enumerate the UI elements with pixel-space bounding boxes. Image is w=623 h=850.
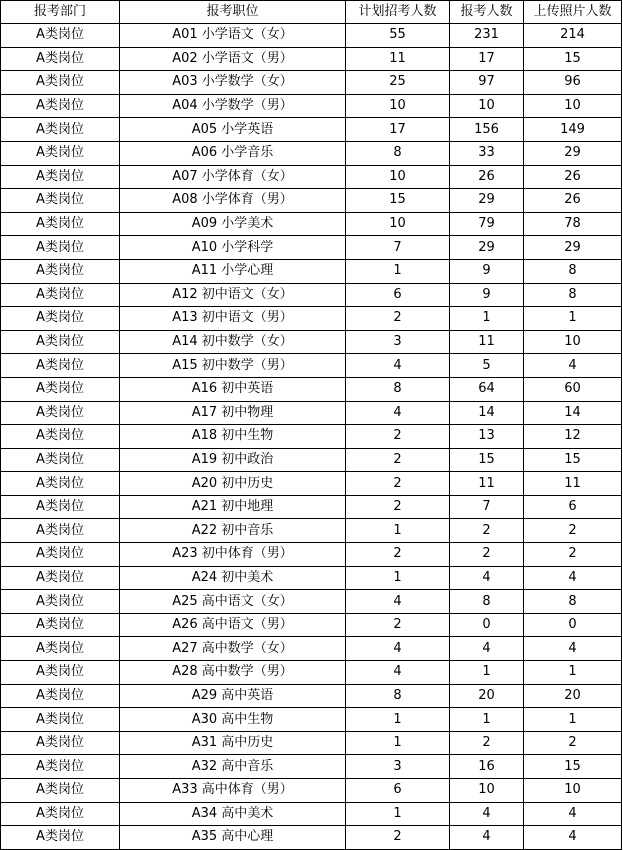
photo-count-cell: 1 [524,661,622,685]
applicant-count-cell: 4 [450,826,524,850]
applicant-count-cell: 33 [450,141,524,165]
applicant-count-cell: 29 [450,236,524,260]
planned-count-cell: 1 [346,708,450,732]
photo-count-cell: 4 [524,354,622,378]
header-position: 报考职位 [120,1,346,24]
table-row [1,519,622,543]
applicant-count-cell: 1 [450,708,524,732]
applicant-count-cell: 2 [450,543,524,567]
department-cell: A类岗位 [1,425,120,449]
department-cell: A类岗位 [1,566,120,590]
applicant-count-cell: 97 [450,71,524,95]
applicant-count-cell: 9 [450,259,524,283]
planned-count-cell: 2 [346,543,450,567]
table-row [1,566,622,590]
planned-count-cell: 4 [346,401,450,425]
applicant-count-cell: 11 [450,330,524,354]
department-cell: A类岗位 [1,613,120,637]
photo-count-cell: 10 [524,779,622,803]
position-cell: A15 初中数学（男） [120,354,346,378]
department-cell: A类岗位 [1,755,120,779]
photo-count-cell: 4 [524,802,622,826]
planned-count-cell: 2 [346,425,450,449]
department-cell: A类岗位 [1,401,120,425]
planned-count-cell: 3 [346,755,450,779]
photo-count-cell: 10 [524,330,622,354]
planned-count-cell: 4 [346,661,450,685]
department-cell: A类岗位 [1,212,120,236]
planned-count-cell: 8 [346,377,450,401]
applicant-count-cell: 7 [450,495,524,519]
planned-count-cell: 55 [346,24,450,48]
table-row [1,779,622,803]
table-row [1,802,622,826]
applicant-count-cell: 0 [450,613,524,637]
table-row [1,731,622,755]
table-row [1,826,622,850]
applicant-count-cell: 17 [450,47,524,71]
planned-count-cell: 6 [346,779,450,803]
photo-count-cell: 78 [524,212,622,236]
photo-count-cell: 8 [524,283,622,307]
position-cell: A12 初中语文（女） [120,283,346,307]
header-applicant-count: 报考人数 [450,1,524,24]
photo-count-cell: 10 [524,94,622,118]
department-cell: A类岗位 [1,330,120,354]
position-cell: A02 小学语文（男） [120,47,346,71]
table-row [1,661,622,685]
photo-count-cell: 2 [524,519,622,543]
department-cell: A类岗位 [1,684,120,708]
applicant-count-cell: 231 [450,24,524,48]
department-cell: A类岗位 [1,543,120,567]
table-row [1,118,622,142]
department-cell: A类岗位 [1,779,120,803]
header-row [1,1,622,24]
table-row [1,448,622,472]
planned-count-cell: 1 [346,519,450,543]
photo-count-cell: 12 [524,425,622,449]
photo-count-cell: 214 [524,24,622,48]
department-cell: A类岗位 [1,377,120,401]
position-cell: A33 高中体育（男） [120,779,346,803]
planned-count-cell: 2 [346,826,450,850]
table-row [1,47,622,71]
department-cell: A类岗位 [1,307,120,331]
table-row [1,354,622,378]
table-row [1,684,622,708]
table-row [1,377,622,401]
position-cell: A01 小学语文（女） [120,24,346,48]
photo-count-cell: 4 [524,826,622,850]
applicant-count-cell: 15 [450,448,524,472]
department-cell: A类岗位 [1,141,120,165]
planned-count-cell: 3 [346,330,450,354]
position-cell: A16 初中英语 [120,377,346,401]
applicant-count-cell: 13 [450,425,524,449]
header-photo-count: 上传照片人数 [524,1,622,24]
applicant-count-cell: 20 [450,684,524,708]
planned-count-cell: 2 [346,448,450,472]
position-cell: A30 高中生物 [120,708,346,732]
photo-count-cell: 26 [524,165,622,189]
applicant-count-cell: 156 [450,118,524,142]
photo-count-cell: 15 [524,755,622,779]
photo-count-cell: 20 [524,684,622,708]
position-cell: A14 初中数学（女） [120,330,346,354]
department-cell: A类岗位 [1,118,120,142]
position-cell: A31 高中历史 [120,731,346,755]
photo-count-cell: 1 [524,708,622,732]
department-cell: A类岗位 [1,259,120,283]
position-cell: A06 小学音乐 [120,141,346,165]
position-cell: A27 高中数学（女） [120,637,346,661]
position-cell: A20 初中历史 [120,472,346,496]
table-row [1,71,622,95]
header-planned-count: 计划招考人数 [346,1,450,24]
table-row [1,401,622,425]
department-cell: A类岗位 [1,354,120,378]
planned-count-cell: 1 [346,802,450,826]
photo-count-cell: 149 [524,118,622,142]
photo-count-cell: 96 [524,71,622,95]
position-cell: A34 高中美术 [120,802,346,826]
position-cell: A17 初中物理 [120,401,346,425]
table-row [1,236,622,260]
photo-count-cell: 4 [524,566,622,590]
applicant-count-cell: 10 [450,779,524,803]
applicant-count-cell: 8 [450,590,524,614]
planned-count-cell: 2 [346,307,450,331]
position-cell: A18 初中生物 [120,425,346,449]
applicant-count-cell: 79 [450,212,524,236]
planned-count-cell: 4 [346,637,450,661]
applicant-count-cell: 4 [450,566,524,590]
table-row [1,495,622,519]
applicant-count-cell: 26 [450,165,524,189]
table-row [1,165,622,189]
position-cell: A11 小学心理 [120,259,346,283]
applicant-count-cell: 11 [450,472,524,496]
planned-count-cell: 1 [346,259,450,283]
department-cell: A类岗位 [1,24,120,48]
photo-count-cell: 14 [524,401,622,425]
department-cell: A类岗位 [1,590,120,614]
table-row [1,24,622,48]
position-cell: A13 初中语文（男） [120,307,346,331]
photo-count-cell: 0 [524,613,622,637]
photo-count-cell: 2 [524,543,622,567]
department-cell: A类岗位 [1,637,120,661]
photo-count-cell: 6 [524,495,622,519]
table-row [1,307,622,331]
planned-count-cell: 17 [346,118,450,142]
photo-count-cell: 29 [524,236,622,260]
planned-count-cell: 2 [346,495,450,519]
department-cell: A类岗位 [1,94,120,118]
department-cell: A类岗位 [1,448,120,472]
table-row [1,141,622,165]
photo-count-cell: 4 [524,637,622,661]
applicant-count-cell: 64 [450,377,524,401]
applicant-count-cell: 5 [450,354,524,378]
photo-count-cell: 8 [524,590,622,614]
photo-count-cell: 26 [524,189,622,213]
position-cell: A19 初中政治 [120,448,346,472]
applicant-count-cell: 9 [450,283,524,307]
applicant-count-cell: 4 [450,637,524,661]
photo-count-cell: 60 [524,377,622,401]
department-cell: A类岗位 [1,47,120,71]
position-cell: A09 小学美术 [120,212,346,236]
position-cell: A32 高中音乐 [120,755,346,779]
applicant-count-cell: 1 [450,661,524,685]
table-row [1,212,622,236]
table-row [1,259,622,283]
planned-count-cell: 11 [346,47,450,71]
position-cell: A04 小学数学（男） [120,94,346,118]
position-cell: A24 初中美术 [120,566,346,590]
position-cell: A10 小学科学 [120,236,346,260]
table-row [1,637,622,661]
planned-count-cell: 10 [346,94,450,118]
planned-count-cell: 25 [346,71,450,95]
position-cell: A08 小学体育（男） [120,189,346,213]
table-row [1,613,622,637]
department-cell: A类岗位 [1,236,120,260]
planned-count-cell: 2 [346,472,450,496]
table-row [1,330,622,354]
position-cell: A22 初中音乐 [120,519,346,543]
applicant-count-cell: 29 [450,189,524,213]
position-cell: A23 初中体育（男） [120,543,346,567]
department-cell: A类岗位 [1,495,120,519]
position-cell: A03 小学数学（女） [120,71,346,95]
planned-count-cell: 2 [346,613,450,637]
table-row [1,189,622,213]
planned-count-cell: 1 [346,566,450,590]
applicant-count-cell: 2 [450,731,524,755]
position-cell: A05 小学英语 [120,118,346,142]
planned-count-cell: 4 [346,354,450,378]
department-cell: A类岗位 [1,519,120,543]
table-body [1,24,622,850]
department-cell: A类岗位 [1,731,120,755]
department-cell: A类岗位 [1,708,120,732]
photo-count-cell: 8 [524,259,622,283]
planned-count-cell: 8 [346,684,450,708]
table-row [1,425,622,449]
planned-count-cell: 1 [346,731,450,755]
position-cell: A07 小学体育（女） [120,165,346,189]
header-department: 报考部门 [1,1,120,24]
table-row [1,283,622,307]
position-cell: A35 高中心理 [120,826,346,850]
planned-count-cell: 6 [346,283,450,307]
department-cell: A类岗位 [1,472,120,496]
photo-count-cell: 2 [524,731,622,755]
department-cell: A类岗位 [1,189,120,213]
table-row [1,472,622,496]
department-cell: A类岗位 [1,165,120,189]
photo-count-cell: 1 [524,307,622,331]
position-cell: A21 初中地理 [120,495,346,519]
applicant-count-cell: 16 [450,755,524,779]
department-cell: A类岗位 [1,283,120,307]
position-cell: A28 高中数学（男） [120,661,346,685]
position-cell: A29 高中英语 [120,684,346,708]
table-row [1,94,622,118]
planned-count-cell: 7 [346,236,450,260]
planned-count-cell: 8 [346,141,450,165]
applicant-count-cell: 1 [450,307,524,331]
table-row [1,543,622,567]
applicant-count-cell: 14 [450,401,524,425]
department-cell: A类岗位 [1,802,120,826]
department-cell: A类岗位 [1,71,120,95]
position-cell: A26 高中语文（男） [120,613,346,637]
planned-count-cell: 10 [346,165,450,189]
table-row [1,708,622,732]
planned-count-cell: 15 [346,189,450,213]
table-row [1,590,622,614]
applicant-count-cell: 4 [450,802,524,826]
applicant-count-cell: 2 [450,519,524,543]
photo-count-cell: 15 [524,448,622,472]
photo-count-cell: 15 [524,47,622,71]
applicant-count-cell: 10 [450,94,524,118]
position-cell: A25 高中语文（女） [120,590,346,614]
photo-count-cell: 11 [524,472,622,496]
planned-count-cell: 4 [346,590,450,614]
table-row [1,755,622,779]
planned-count-cell: 10 [346,212,450,236]
photo-count-cell: 29 [524,141,622,165]
department-cell: A类岗位 [1,661,120,685]
department-cell: A类岗位 [1,826,120,850]
